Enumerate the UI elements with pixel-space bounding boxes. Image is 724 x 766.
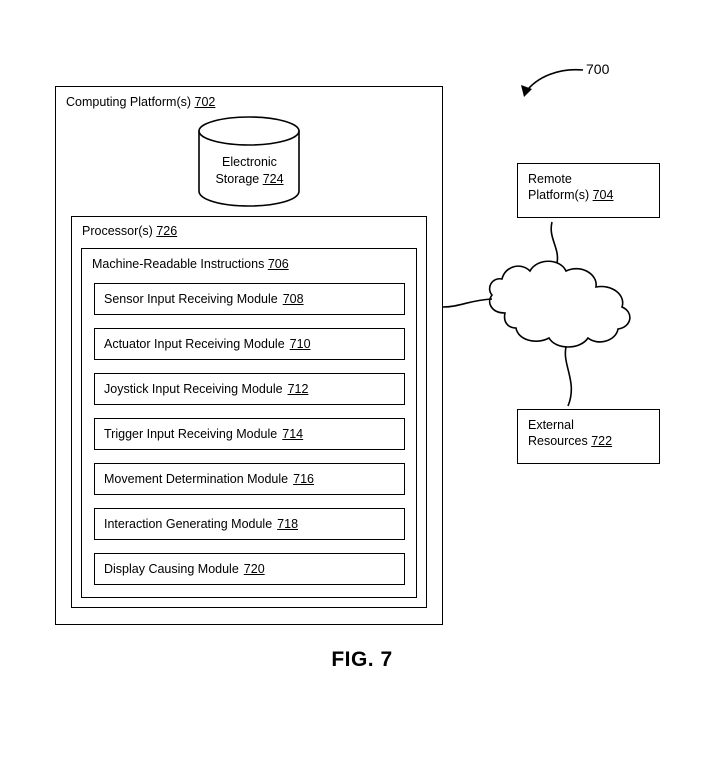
figure-caption: FIG. 7 (331, 648, 393, 671)
electronic-storage-cylinder (192, 114, 307, 208)
remote-platforms-ref: 704 (592, 188, 614, 202)
module-ref: 708 (282, 291, 304, 306)
module-label: Trigger Input Receiving Module (104, 426, 278, 441)
module-movement-determination (94, 463, 405, 495)
external-resources-label-line1: External (528, 418, 574, 432)
module-label: Movement Determination Module (104, 471, 289, 486)
computing-platform-label-text: Computing Platform(s) (66, 95, 192, 109)
electronic-storage-label-line2: Storage (215, 172, 260, 186)
module-label: Actuator Input Receiving Module (104, 336, 285, 351)
module-label: Interaction Generating Module (104, 516, 273, 531)
processor-label-text: Processor(s) (82, 224, 153, 238)
module-ref: 712 (287, 381, 309, 396)
module-actuator-input-receiving (94, 328, 405, 360)
module-label: Display Causing Module (104, 561, 239, 576)
instructions-label-text: Machine-Readable Instructions (92, 257, 265, 271)
external-resources-label-line2 (528, 433, 659, 449)
module-ref: 718 (277, 516, 299, 531)
module-ref: 710 (289, 336, 311, 351)
callout-700-label: 700 (586, 61, 610, 77)
module-ref: 720 (243, 561, 265, 576)
remote-platforms-label-text: Platform(s) (528, 188, 590, 202)
external-resources-ref: 722 (591, 434, 613, 448)
module-label: Sensor Input Receiving Module (104, 291, 278, 306)
module-interaction-generating (94, 508, 405, 540)
module-trigger-input-receiving (94, 418, 405, 450)
instructions-label (92, 257, 289, 272)
module-joystick-input-receiving (94, 373, 405, 405)
module-list (94, 283, 405, 585)
module-ref: 716 (293, 471, 314, 486)
external-resources-box (517, 409, 660, 464)
electronic-storage-label (192, 154, 307, 188)
instructions-ref: 706 (267, 257, 289, 271)
electronic-storage-ref: 724 (262, 172, 284, 186)
computing-platform-label (66, 95, 215, 110)
module-label: Joystick Input Receiving Module (104, 381, 283, 396)
processor-ref: 726 (156, 224, 178, 238)
external-resources-label-text: Resources (528, 434, 588, 448)
module-display-causing (94, 553, 405, 585)
module-sensor-input-receiving (94, 283, 405, 315)
remote-platforms-label-line1: Remote (528, 172, 572, 186)
electronic-storage-label-line1: Electronic (222, 155, 277, 169)
remote-platforms-label-line2 (528, 187, 659, 203)
module-ref: 714 (282, 426, 304, 441)
processor-label (82, 224, 177, 239)
remote-platforms-box (517, 163, 660, 218)
computing-platform-ref: 702 (194, 95, 216, 109)
